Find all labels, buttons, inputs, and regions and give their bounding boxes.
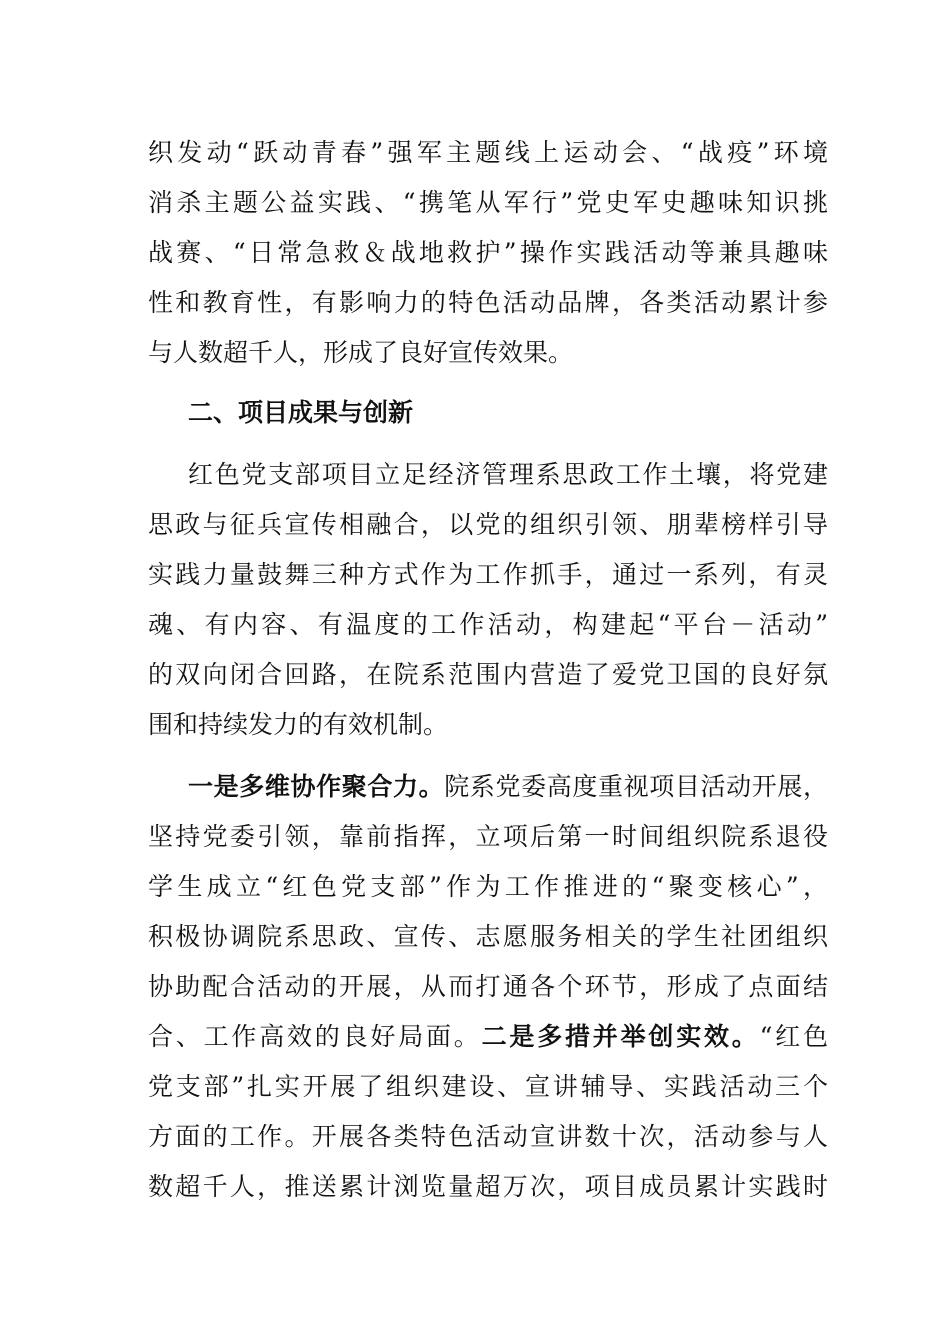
paragraph-line: 数超千人，推送累计浏览量超万次，项目成员累计实践时 [148,1172,828,1201]
paragraph-text: “红色 [759,1022,828,1051]
paragraph-line [188,762,828,812]
paragraph-line: 围和持续发力的有效机制。 [148,710,449,739]
paragraph-line: 红色党支部项目立足经济管理系思政工作土壤，将党建 [188,460,828,489]
paragraph-line [148,1012,828,1062]
paragraph-line: 坚持党委引领，靠前指挥，立项后第一时间组织院系退役 [148,822,828,851]
paragraph-line: 的双向闭合回路，在院系范围内营造了爱党卫国的良好氛 [148,660,828,689]
paragraph-line: 积极协调院系思政、宣传、志愿服务相关的学生社团组织 [148,922,828,951]
bold-lead-text: 一是多维协作聚合力。 [188,772,445,801]
paragraph-line: 性和教育性，有影响力的特色活动品牌，各类活动累计参 [148,288,828,317]
paragraph-line: 织发动“跃动青春”强军主题线上运动会、“战疫”环境 [148,138,828,167]
paragraph-line: 党支部”扎实开展了组织建设、宣讲辅导、实践活动三个 [148,1072,828,1101]
paragraph-line: 战赛、“日常急救＆战地救护”操作实践活动等兼具趣味 [148,238,828,267]
paragraph-line: 学生成立“红色党支部”作为工作推进的“聚变核心”， [148,872,828,901]
paragraph-text: 院系党委高度重视项目活动开展， [444,772,828,801]
paragraph-line: 实践力量鼓舞三种方式作为工作抓手，通过一系列，有灵 [148,560,828,589]
paragraph-line: 魂、有内容、有温度的工作活动，构建起“平台－活动” [148,610,828,639]
paragraph-line: 方面的工作。开展各类特色活动宣讲数十次，活动参与人 [148,1122,828,1151]
section-heading: 二、项目成果与创新 [188,398,414,427]
paragraph-text: 合、工作高效的良好局面。 [148,1022,482,1051]
paragraph-line: 协助配合活动的开展，从而打通各个环节，形成了点面结 [148,972,828,1001]
paragraph-line: 与人数超千人，形成了良好宣传效果。 [148,338,574,367]
bold-lead-text: 二是多措并举创实效。 [481,1022,760,1051]
paragraph-line: 思政与征兵宣传相融合，以党的组织引领、朋辈榜样引导 [148,510,828,539]
paragraph-line: 消杀主题公益实践、“携笔从军行”党史军史趣味知识挑 [148,188,828,217]
